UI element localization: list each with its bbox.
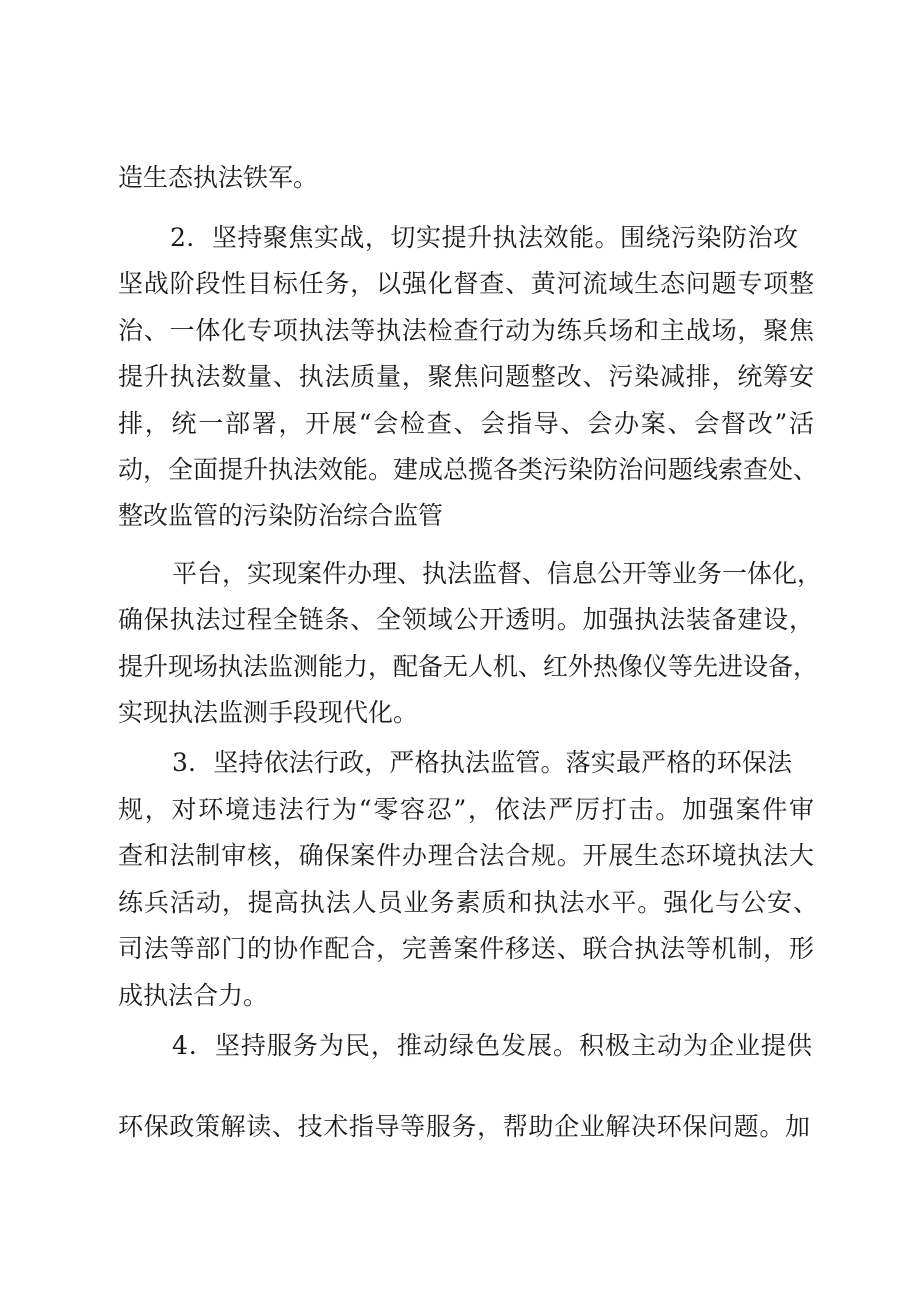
text-line: 动，全面提升执法效能。建成总揽各类污染防治问题线索查处、 (118, 455, 819, 484)
text-line: 平台，实现案件办理、执法监督、信息公开等业务一体化， (172, 559, 823, 588)
text-line: 实现执法监测手段现代化。 (118, 698, 419, 727)
text-line: 2．坚持聚焦实战，切实提升执法效能。围绕污染防治攻 (170, 223, 798, 252)
text-line: 规，对环境违法行为“零容忍”，依法严厉打击。加强案件审 (118, 795, 814, 824)
text-line: 造生态执法铁军。 (118, 163, 319, 192)
text-line: 成执法合力。 (118, 981, 269, 1010)
text-line: 整改监管的污染防治综合监管 (118, 501, 444, 530)
text-line: 司法等部门的协作配合，完善案件移送、联合执法等机制，形 (118, 934, 814, 963)
text-line: 3．坚持依法行政，严格执法监管。落实最严格的环保法 (172, 748, 792, 777)
text-line: 提升现场执法监测能力，配备无人机、红外热像仪等先进设备， (118, 652, 819, 681)
text-line: 环保政策解读、技术指导等服务，帮助企业解决环保问题。加 (118, 1112, 810, 1141)
text-line: 练兵活动，提高执法人员业务素质和执法水平。强化与公安、 (118, 888, 818, 917)
text-line: 确保执法过程全链条、全领域公开透明。加强执法装备建设， (118, 605, 814, 634)
text-line: 4．坚持服务为民，推动绿色发展。积极主动为企业提供 (172, 1031, 812, 1060)
text-line: 排，统一部署，开展“会检查、会指导、会办案、会督改”活 (118, 409, 814, 438)
text-line: 查和法制审核，确保案件办理合法合规。开展生态环境执法大 (118, 841, 814, 870)
text-line: 治、一体化专项执法等执法检查行动为练兵场和主战场，聚焦 (118, 316, 814, 345)
text-line: 提升执法数量、执法质量，聚焦问题整改、污染减排，统筹安 (118, 362, 814, 391)
text-line: 坚战阶段性目标任务，以强化督查、黄河流域生态问题专项整 (118, 269, 814, 298)
